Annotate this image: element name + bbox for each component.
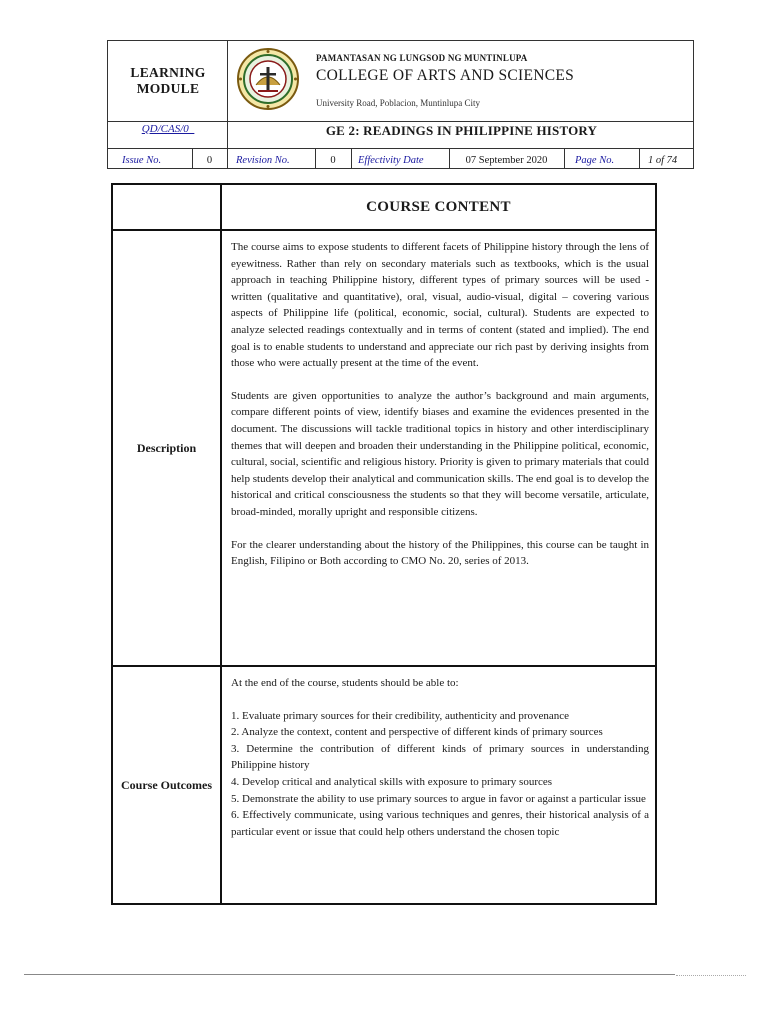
- revision-no-value: 0: [330, 154, 336, 166]
- outcomes-intro: At the end of the course, students should be able to:: [231, 677, 459, 689]
- revision-no-label: Revision No.: [236, 154, 290, 166]
- course-outcomes-label: Course Outcomes: [121, 778, 212, 792]
- college-name: COLLEGE OF ARTS AND SCIENCES: [316, 67, 575, 84]
- document-header: [107, 40, 694, 169]
- description-paragraph: Students are given opportunities to analyze the author’s background and main arguments, compare different points of view, identify biases and examine the evidences presented in the document. The discussions will tackle traditional topics in history and other interdisciplinary themes that will deepen and broaden their understanding in the Philippine political, economic, cultural, social, scientific and religious history. Priority is given to primary materials that could help students develop their analytical and communication skills. The end goal is to develop the historical and critical consciousness the students so that they will become versatile, articulate, broad-minded, morally upright and responsible citizens.: [231, 389, 649, 518]
- header-divider: [351, 148, 352, 169]
- outcome-item: 4. Develop critical and analytical skills with exposure to primary sources: [231, 775, 553, 788]
- header-divider: [564, 148, 565, 169]
- header-divider: [639, 148, 640, 169]
- issue-no-label: Issue No.: [122, 154, 162, 166]
- outcome-item: 5. Demonstrate the ability to use primary sources to argue in favor or against a particular issue: [231, 792, 646, 805]
- table-column-divider: [220, 185, 222, 903]
- outcome-item: 3. Determine the contribution of different kinds of primary sources in understanding Philippine history: [231, 742, 649, 772]
- university-address: University Road, Poblacion, Muntinlupa City: [316, 98, 480, 108]
- learning-module-label: LEARNING MODULE: [130, 65, 206, 96]
- page-no-value: 1 of 74: [648, 154, 678, 166]
- issue-no-value: 0: [206, 154, 213, 166]
- document-code: QD/CAS/0_: [141, 123, 195, 135]
- course-outcomes-list: [231, 675, 649, 840]
- footer-dots: [676, 972, 746, 976]
- outcome-item: 1. Evaluate primary sources for their credibility, authenticity and provenance: [231, 709, 570, 722]
- course-content-title: COURSE CONTENT: [366, 199, 511, 215]
- description-label: Description: [136, 441, 197, 455]
- effectivity-date-value: 07 September 2020: [465, 154, 548, 166]
- course-content-table: [111, 183, 657, 905]
- header-divider: [108, 121, 693, 122]
- footer-line: [24, 974, 675, 975]
- effectivity-date-label: Effectivity Date: [358, 154, 424, 166]
- header-divider: [108, 148, 693, 149]
- outcome-item: 2. Analyze the context, content and perspective of different kinds of primary sources: [231, 726, 603, 739]
- description-paragraph: For the clearer understanding about the history of the Philippines, this course can be taught in English, Filipino or Both according to CMO No. 20, series of 2013.: [231, 538, 649, 568]
- university-name: PAMANTASAN NG LUNGSOD NG MUNTINLUPA: [316, 53, 528, 63]
- description-text: [231, 239, 649, 570]
- page-no-label: Page No.: [575, 154, 615, 166]
- course-title: GE 2: READINGS IN PHILIPPINE HISTORY: [325, 123, 598, 138]
- description-paragraph: The course aims to expose students to different facets of Philippine history through the lens of eyewitness. Rather than rely on secondary materials such as textbooks, which is the usual approach in teaching Philippine history, different types of primary sources will be used - written (qualitative and quantitative), oral, visual, audio-visual, digital – covering various aspects of Philippine life (political, economic, social, cultural). Students are expected to analyze selected readings contextually and in terms of content (stated and implied). The end goal is to enable students to understand and appreciate our rich past by deriving insights from those who were actually present at the time of the event.: [231, 241, 649, 370]
- university-seal-icon: [236, 47, 300, 111]
- outcome-item: 6. Effectively communicate, using various techniques and genres, their historical analysis of a particular event or issue that could help others understand the chosen topic: [231, 809, 649, 838]
